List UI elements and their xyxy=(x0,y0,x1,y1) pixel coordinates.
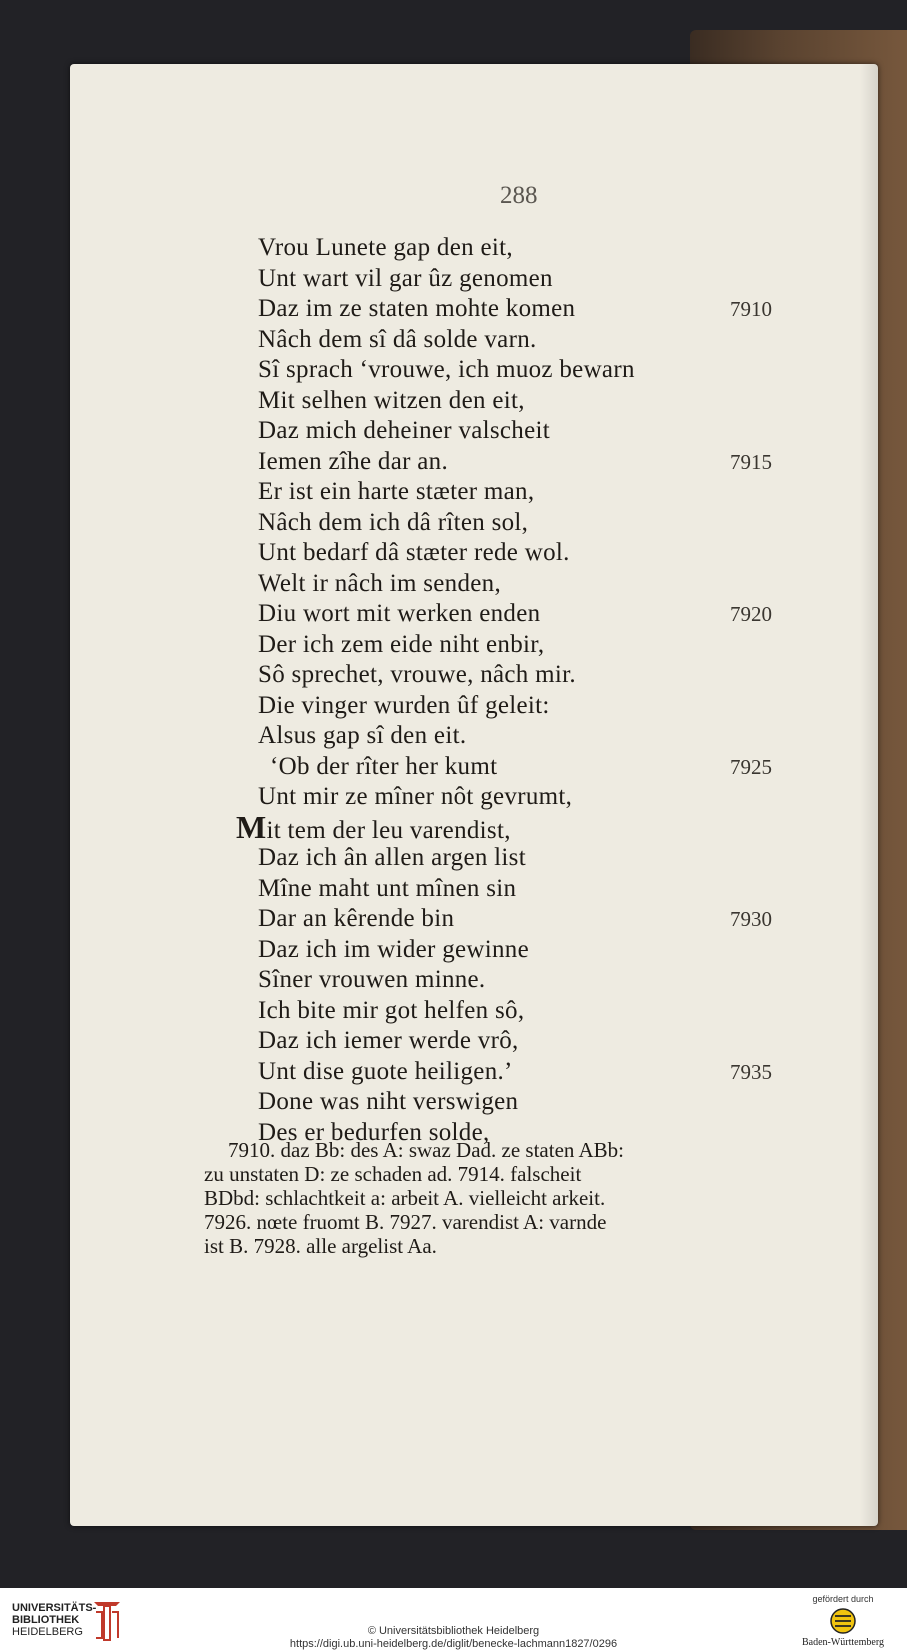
copyright-notice xyxy=(0,1625,907,1651)
line-number: 7910 xyxy=(730,297,772,321)
verse-line: Vrou Lunete gap den eit, xyxy=(258,234,513,261)
sponsor-name: Baden-Württemberg xyxy=(801,1637,884,1648)
verse-line: Sô sprechet, vrouwe, nâch mir. xyxy=(258,661,576,688)
verse-line: Unt dise guote heiligen.’ xyxy=(258,1057,513,1085)
page-number: 288 xyxy=(500,182,538,209)
verse-line: Unt wart vil gar ûz genomen xyxy=(258,264,553,292)
institution-line-1: UNIVERSITÄTS- xyxy=(12,1602,97,1614)
footnote-line: 7910. daz Bb: des A: swaz Dad. ze staten ABb: xyxy=(228,1138,625,1162)
verse-line: Daz ich im wider gewinne xyxy=(258,935,529,963)
verse-line: Unt bedarf dâ stæter rede wol. xyxy=(258,539,570,566)
verse-line: Iemen zîhe dar an. xyxy=(258,447,449,475)
state-crest-icon xyxy=(824,1607,862,1635)
sponsor-block[interactable] xyxy=(793,1594,893,1648)
verse-line: Daz im ze staten mohte komen xyxy=(258,295,576,322)
verse-line: Alsus gap sî den eit. xyxy=(258,722,467,749)
verse-line: Daz ich iemer werde vrô, xyxy=(258,1027,519,1054)
verse-line: Er ist ein harte stæter man, xyxy=(258,478,535,505)
verse-line: Nâch dem ich dâ rîten sol, xyxy=(258,508,529,536)
verse-line: Diu wort mit werken enden xyxy=(258,600,541,627)
line-number: 7935 xyxy=(730,1059,772,1084)
line-number: 7930 xyxy=(730,907,772,931)
drop-initial: M xyxy=(236,808,267,845)
verse-line: Des er bedurfen solde, xyxy=(258,1118,490,1146)
institution-line-2: BIBLIOTHEK xyxy=(12,1614,80,1626)
footnote-line: 7926. nœte fruomt B. 7927. varendist A: varnde xyxy=(204,1210,607,1234)
verse-line: Mit selhen witzen den eit, xyxy=(258,386,525,414)
verse-line: Done was niht verswigen xyxy=(258,1088,519,1115)
footnote-line: zu unstaten D: ze schaden ad. 7914. falscheit xyxy=(204,1162,582,1186)
verse-line: Mîne maht unt mînen sin xyxy=(258,874,517,902)
verse-line: Unt mir ze mîner nôt gevrumt, xyxy=(258,783,573,810)
footnote-line: ist B. 7928. alle argelist Aa. xyxy=(204,1234,437,1258)
verse-line: Der ich zem eide niht enbir, xyxy=(258,630,545,658)
verse-line: ‘Ob der rîter her kumt xyxy=(270,752,498,780)
book-page xyxy=(70,64,878,1526)
line-number: 7925 xyxy=(730,754,772,779)
verse-line: Die vinger wurden ûf geleit: xyxy=(258,691,550,719)
verse-line: Sî sprach ‘vrouwe, ich muoz bewarn xyxy=(258,356,635,383)
verse-line: Sîner vrouwen minne. xyxy=(258,966,486,993)
verse-line: Dar an kêrende bin xyxy=(258,905,455,932)
permalink-url[interactable]: https://digi.ub.uni-heidelberg.de/diglit/benecke-lachmann1827/0296 xyxy=(289,1638,618,1650)
institution-line-3: HEIDELBERG xyxy=(12,1626,83,1638)
copyright-text: © Universitätsbibliothek Heidelberg xyxy=(367,1625,540,1637)
line-number: 7920 xyxy=(730,602,772,626)
verse-line: Ich bite mir got helfen sô, xyxy=(258,996,525,1024)
verse-line: Nâch dem sî dâ solde varn. xyxy=(258,325,537,353)
sponsor-label: gefördert durch xyxy=(812,1594,874,1604)
footnotes-block xyxy=(70,64,878,1526)
line-number: 7915 xyxy=(730,449,772,474)
footnote-line: BDbd: schlachtkeit a: arbeit A. vielleicht arkeit. xyxy=(204,1186,606,1210)
verse-line: Daz mich deheiner valscheit xyxy=(258,417,550,444)
verse-line-text: it tem der leu varendist, xyxy=(266,816,511,844)
footer-bar xyxy=(0,1588,907,1652)
verse-line: Daz ich ân allen argen list xyxy=(258,844,526,871)
verse-line: Welt ir nâch im senden, xyxy=(258,569,502,597)
